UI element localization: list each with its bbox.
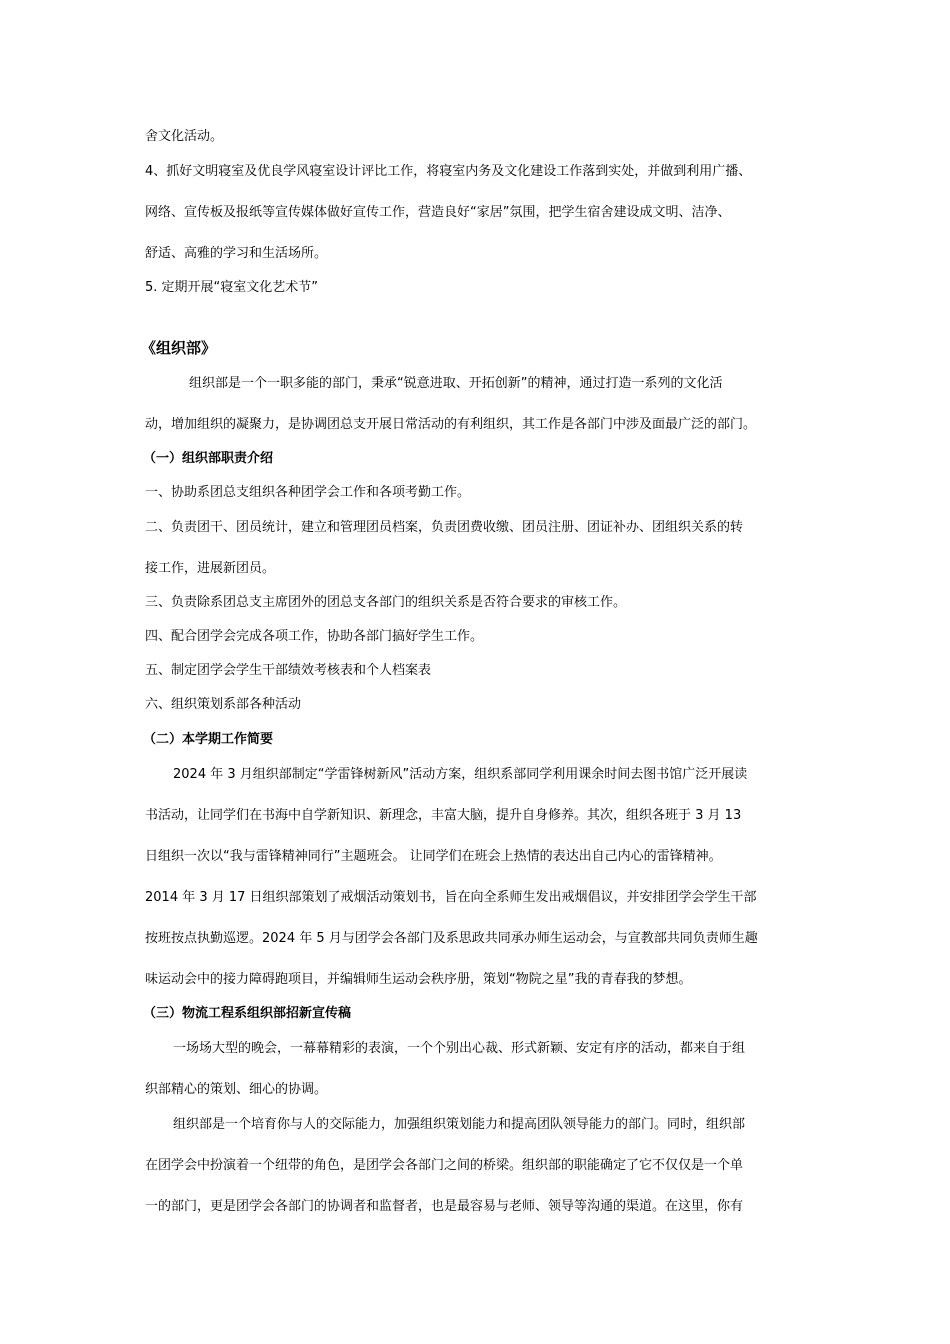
list-item: 四、配合团学会完成各项工作，协助各部门搞好学生工作。 [145, 629, 484, 644]
text-line: 网络、宣传板及报纸等宣传媒体做好宣传工作，营造良好“家居”氛围，把学生宿舍建设成文明、洁净、 [145, 205, 731, 220]
list-item: 接工作，进展新团员。 [145, 561, 276, 576]
text-line: 4、抓好文明寝室及优良学风寝室设计评比工作，将寝室内务及文化建设工作落到实处，并做到利用广播、 [145, 164, 752, 179]
text-line: 舍文化活动。 [145, 129, 224, 144]
paragraph-line: 2024 年 3 月组织部制定“学雷锋树新风”活动方案，组织系部同学利用课余时间去图书馆广泛开展读 [173, 767, 748, 782]
paragraph-line: 组织部是一个培育你与人的交际能力，加强组织策划能力和提高团队领导能力的部门。同时，组织部 [173, 1117, 746, 1132]
text-line: 5. 定期开展“寝室文化艺术节” [145, 280, 319, 295]
paragraph-line: 味运动会中的接力障碍跑项目，并编辑师生运动会秩序册，策划“物院之星”我的青春我的梦想。 [145, 972, 692, 987]
list-item: 五、制定团学会学生干部绩效考核表和个人档案表 [145, 663, 432, 678]
paragraph-line: 织部精心的策划、细心的协调。 [145, 1082, 328, 1097]
list-item: 六、组织策划系部各种活动 [145, 697, 302, 712]
paragraph-line: 书活动，让同学们在书海中自学新知识、新理念，丰富大脑，提升自身修养。其次，组织各班于 3 月 13 [145, 808, 742, 823]
list-item: 三、负责除系团总支主席团外的团总支各部门的组织关系是否符合要求的审核工作。 [145, 595, 627, 610]
paragraph-line: 一的部门，更是团学会各部门的协调者和监督者，也是最容易与老师、领导等沟通的渠道。在这里，你有 [145, 1199, 744, 1214]
subsection-heading: （一）组织部职责介绍 [143, 451, 274, 466]
paragraph-line: 动，增加组织的凝聚力，是协调团总支开展日常活动的有利组织，其工作是各部门中涉及面最广泛的部门。 [145, 417, 757, 432]
list-item: 二、负责团干、团员统计，建立和管理团员档案，负责团费收缴、团员注册、团证补办、团组织关系的转 [145, 520, 744, 535]
paragraph-line: 2014 年 3 月 17 日组织部策划了戒烟活动策划书，旨在向全系师生发出戒烟倡议，并安排团学会学生干部 [145, 890, 757, 905]
paragraph-line: 按班按点执勤巡逻。2024 年 5 月与团学会各部门及系思政共同承办师生运动会，与宣教部共同负责师生趣 [145, 931, 758, 946]
subsection-heading: （二）本学期工作简要 [143, 732, 274, 747]
paragraph-line: 组织部是一个一职多能的部门，秉承“锐意进取、开拓创新”的精神，通过打造一系列的文化活 [189, 376, 723, 391]
subsection-heading: （三）物流工程系组织部招新宣传稿 [143, 1006, 352, 1021]
paragraph-line: 在团学会中扮演着一个纽带的角色，是团学会各部门之间的桥梁。组织部的职能确定了它不仅仅是一个单 [145, 1158, 744, 1173]
paragraph-line: 一场场大型的晚会，一幕幕精彩的表演，一个个别出心裁、形式新颖、安定有序的活动，都来自于组 [173, 1041, 746, 1056]
text-line: 舒适、高雅的学习和生活场所。 [145, 246, 328, 261]
list-item: 一、协助系团总支组织各种团学会工作和各项考勤工作。 [145, 485, 471, 500]
paragraph-line: 日组织一次以“我与雷锋精神同行”主题班会。 让同学们在班会上热情的表达出自己内心的雷锋精神。 [145, 849, 722, 864]
section-title: 《组织部》 [141, 339, 217, 357]
